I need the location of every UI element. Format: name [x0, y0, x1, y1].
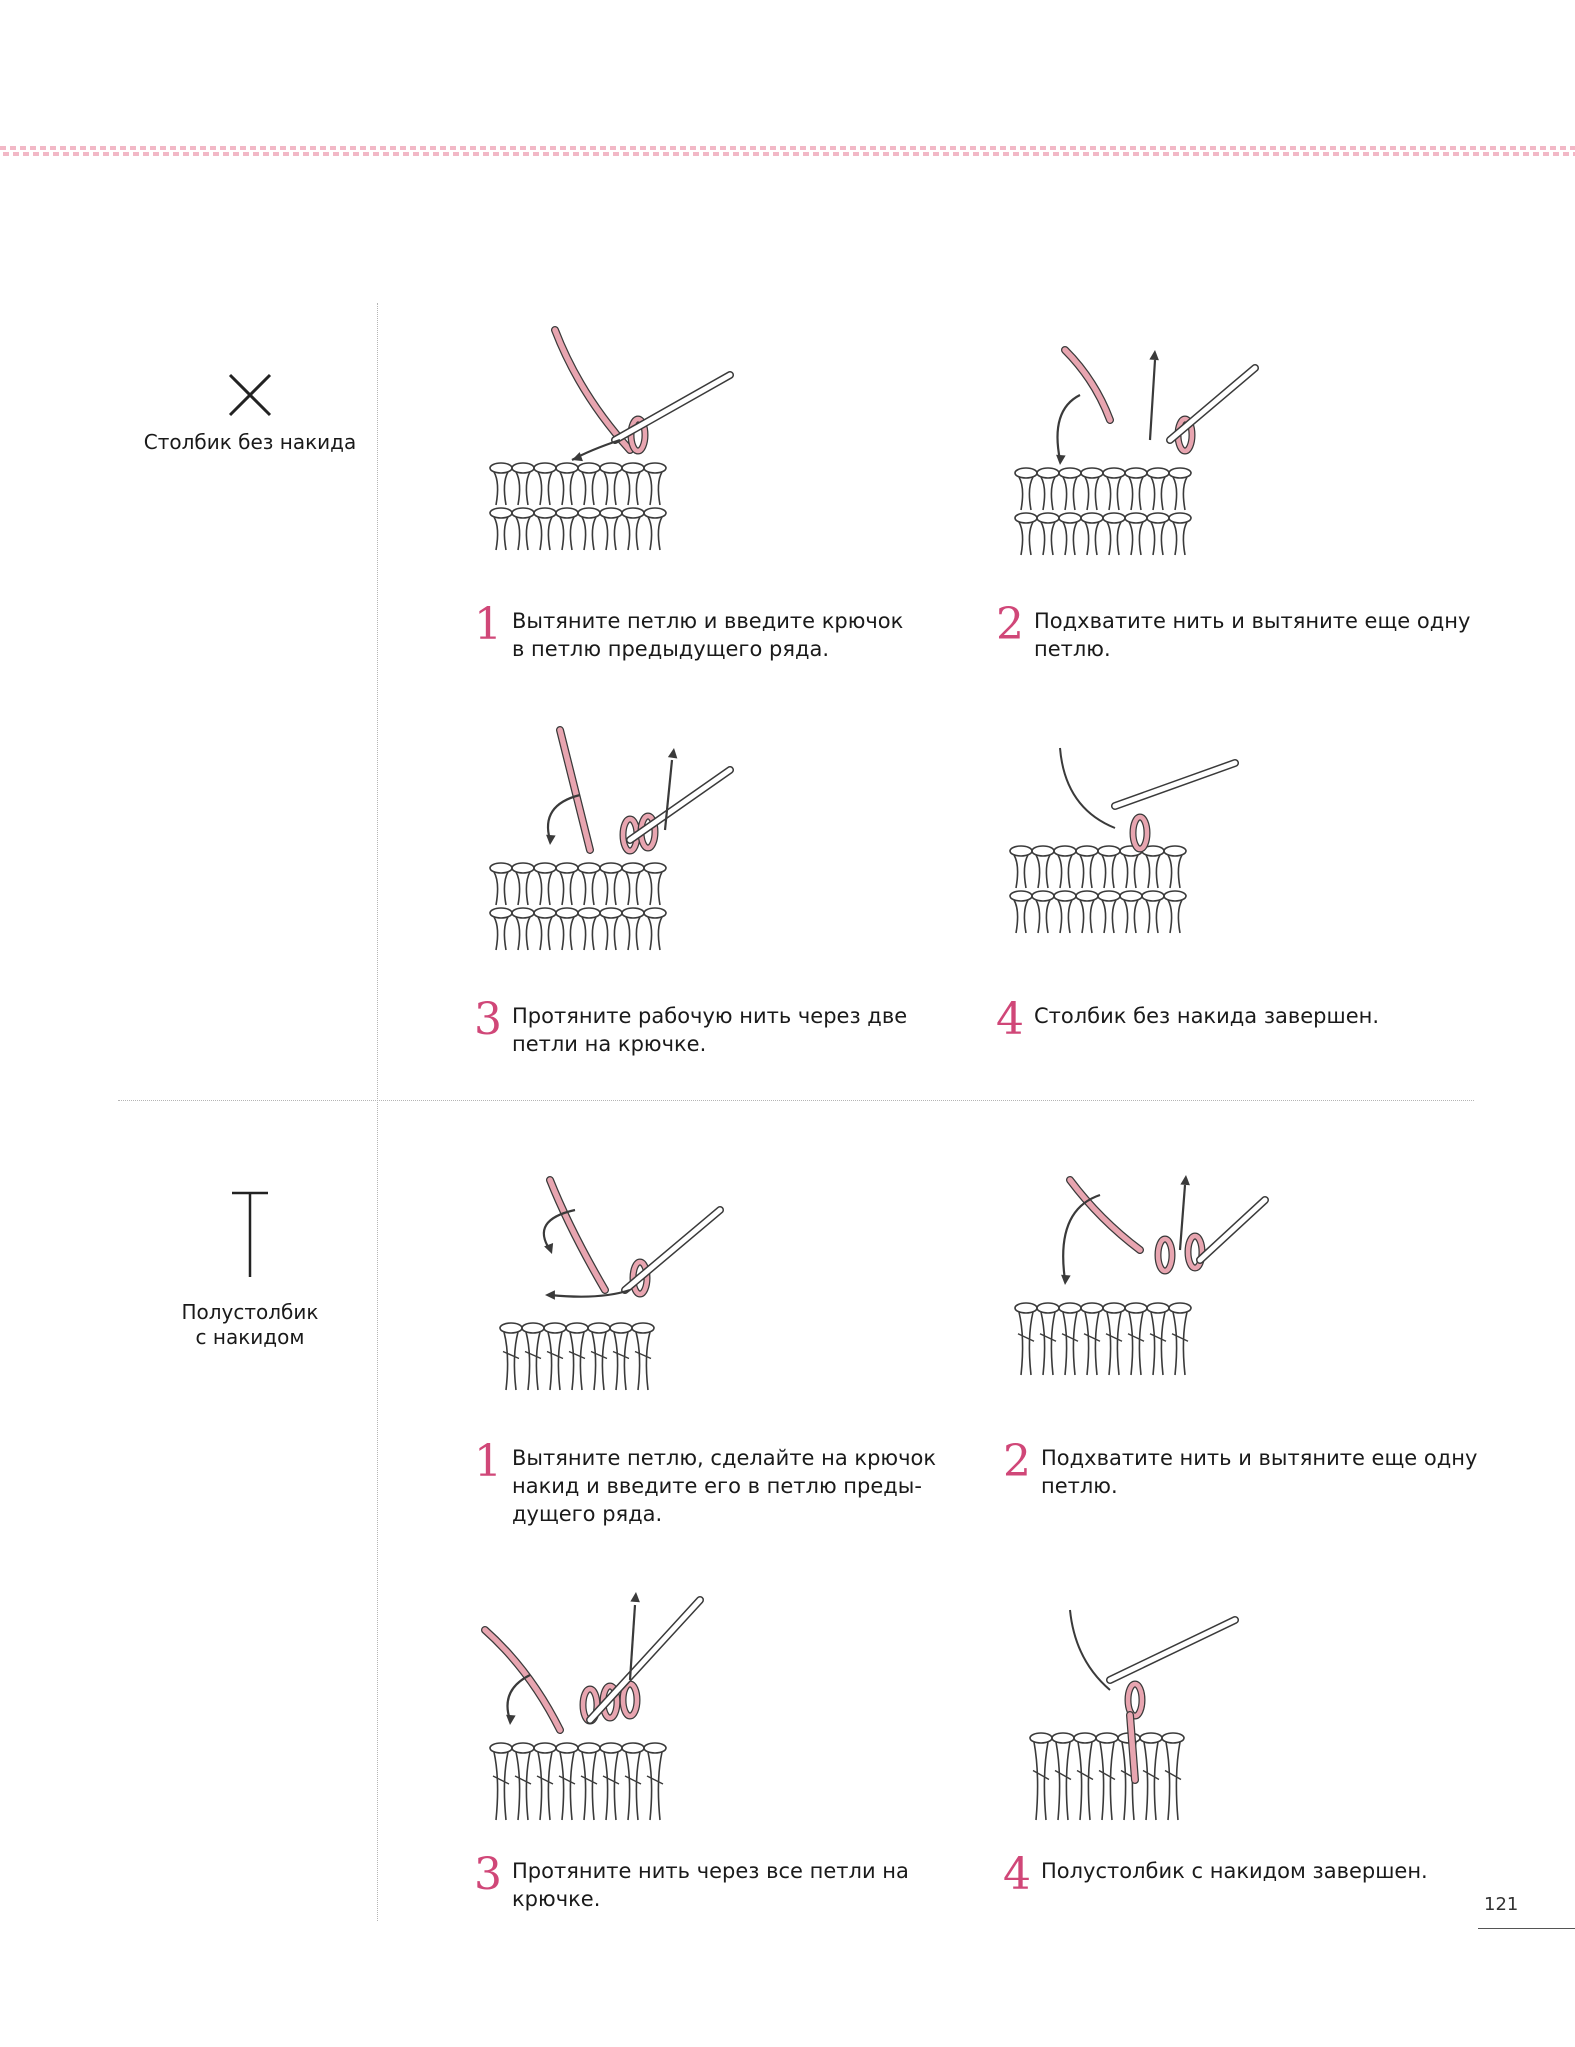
step-text-line: Протяните нить через все петли на	[512, 1859, 909, 1883]
step-text-line: Вытяните петлю, сделайте на крючок	[512, 1446, 937, 1470]
stitch-swatch	[1015, 1303, 1191, 1375]
step-text-line: петлю.	[1041, 1474, 1118, 1498]
illustration-s1-step4	[1000, 718, 1250, 963]
vertical-divider	[377, 303, 378, 1921]
caption-s2-step4	[1003, 1849, 1461, 1900]
motion-arrow	[550, 1290, 630, 1297]
stitch-swatch	[1015, 468, 1191, 555]
step-number: 1	[474, 599, 502, 650]
step-text-line: Подхватите нить и вытяните еще одну	[1041, 1446, 1478, 1470]
stitch-swatch	[490, 863, 666, 950]
t-mark-icon	[228, 1190, 272, 1280]
motion-arrow	[1180, 1185, 1185, 1250]
section-1-label: Столбик без накида	[143, 430, 357, 454]
illustration-s1-step1	[480, 325, 740, 565]
crochet-hook	[1200, 1200, 1265, 1260]
section-divider	[118, 1100, 1474, 1101]
page-number-rule	[1478, 1928, 1575, 1929]
working-yarn	[560, 730, 590, 850]
step-number: 2	[996, 599, 1024, 650]
illustration-s1-step2	[1010, 340, 1270, 565]
section-2-label-line-2: с накидом	[195, 1325, 305, 1349]
section-2-symbol-block	[130, 1190, 370, 1350]
step-number: 2	[1003, 1436, 1031, 1487]
caption-s1-step3	[474, 994, 932, 1058]
step-text-line: петли на крючке.	[512, 1032, 707, 1056]
motion-arrow	[1058, 395, 1081, 460]
caption-s1-step1	[474, 599, 932, 663]
crochet-hook	[1115, 763, 1235, 806]
yarn-loop	[623, 1684, 637, 1716]
decorative-top-border	[0, 144, 1575, 158]
caption-s2-step2	[1003, 1436, 1478, 1500]
stitch-swatch	[1030, 1733, 1184, 1820]
step-number: 3	[474, 1849, 502, 1900]
step-text-line: в петлю предыдущего ряда.	[512, 637, 830, 661]
crochet-hook	[625, 1210, 720, 1290]
step-number: 4	[996, 994, 1024, 1045]
caption-s1-step4	[996, 994, 1454, 1045]
illustration-s2-step4	[1020, 1600, 1260, 1840]
yarn-loop	[1133, 817, 1147, 849]
step-text-line: петлю.	[1034, 637, 1111, 661]
crochet-hook	[1110, 1620, 1235, 1680]
stitch-swatch	[490, 1743, 666, 1820]
step-text-line: Столбик без накида завершен.	[1034, 1004, 1380, 1028]
caption-s1-step2	[996, 599, 1471, 663]
stitch-swatch	[500, 1323, 654, 1390]
stitch-swatch	[1010, 846, 1186, 933]
step-text-line: Вытяните петлю и введите крючок	[512, 609, 904, 633]
motion-arrow	[1150, 360, 1155, 440]
x-mark-icon	[227, 372, 273, 418]
crochet-hook	[630, 770, 730, 840]
step-text-line: Протяните рабочую нить через две	[512, 1004, 908, 1028]
page-number: 121	[1484, 1894, 1519, 1915]
crochet-hook	[590, 1600, 700, 1720]
motion-arrow	[665, 760, 672, 830]
step-text-line: дущего ряда.	[512, 1502, 663, 1526]
illustration-s2-step3	[480, 1580, 730, 1840]
step-text-line: накид и введите его в петлю преды-	[512, 1474, 922, 1498]
step-number: 1	[474, 1436, 502, 1487]
working-yarn	[1065, 350, 1110, 420]
yarn-loop	[1158, 1239, 1172, 1271]
step-text-line: Полустолбик с накидом завершен.	[1041, 1859, 1428, 1883]
section-2-label-line-1: Полустолбик	[181, 1300, 319, 1324]
crochet-hook	[615, 375, 730, 440]
illustration-s2-step1	[490, 1170, 730, 1410]
section-1-symbol-block	[130, 372, 370, 455]
caption-s2-step1	[474, 1436, 937, 1528]
step-number: 4	[1003, 1849, 1031, 1900]
step-number: 3	[474, 994, 502, 1045]
illustration-s2-step2	[1010, 1160, 1270, 1400]
crochet-hook	[1170, 368, 1255, 440]
step-text-line: Подхватите нить и вытяните еще одну	[1034, 609, 1471, 633]
stitch-swatch	[490, 463, 666, 550]
caption-s2-step3	[474, 1849, 932, 1913]
working-yarn	[550, 1180, 605, 1290]
step-text-line: крючке.	[512, 1887, 601, 1911]
illustration-s1-step3	[480, 720, 740, 960]
